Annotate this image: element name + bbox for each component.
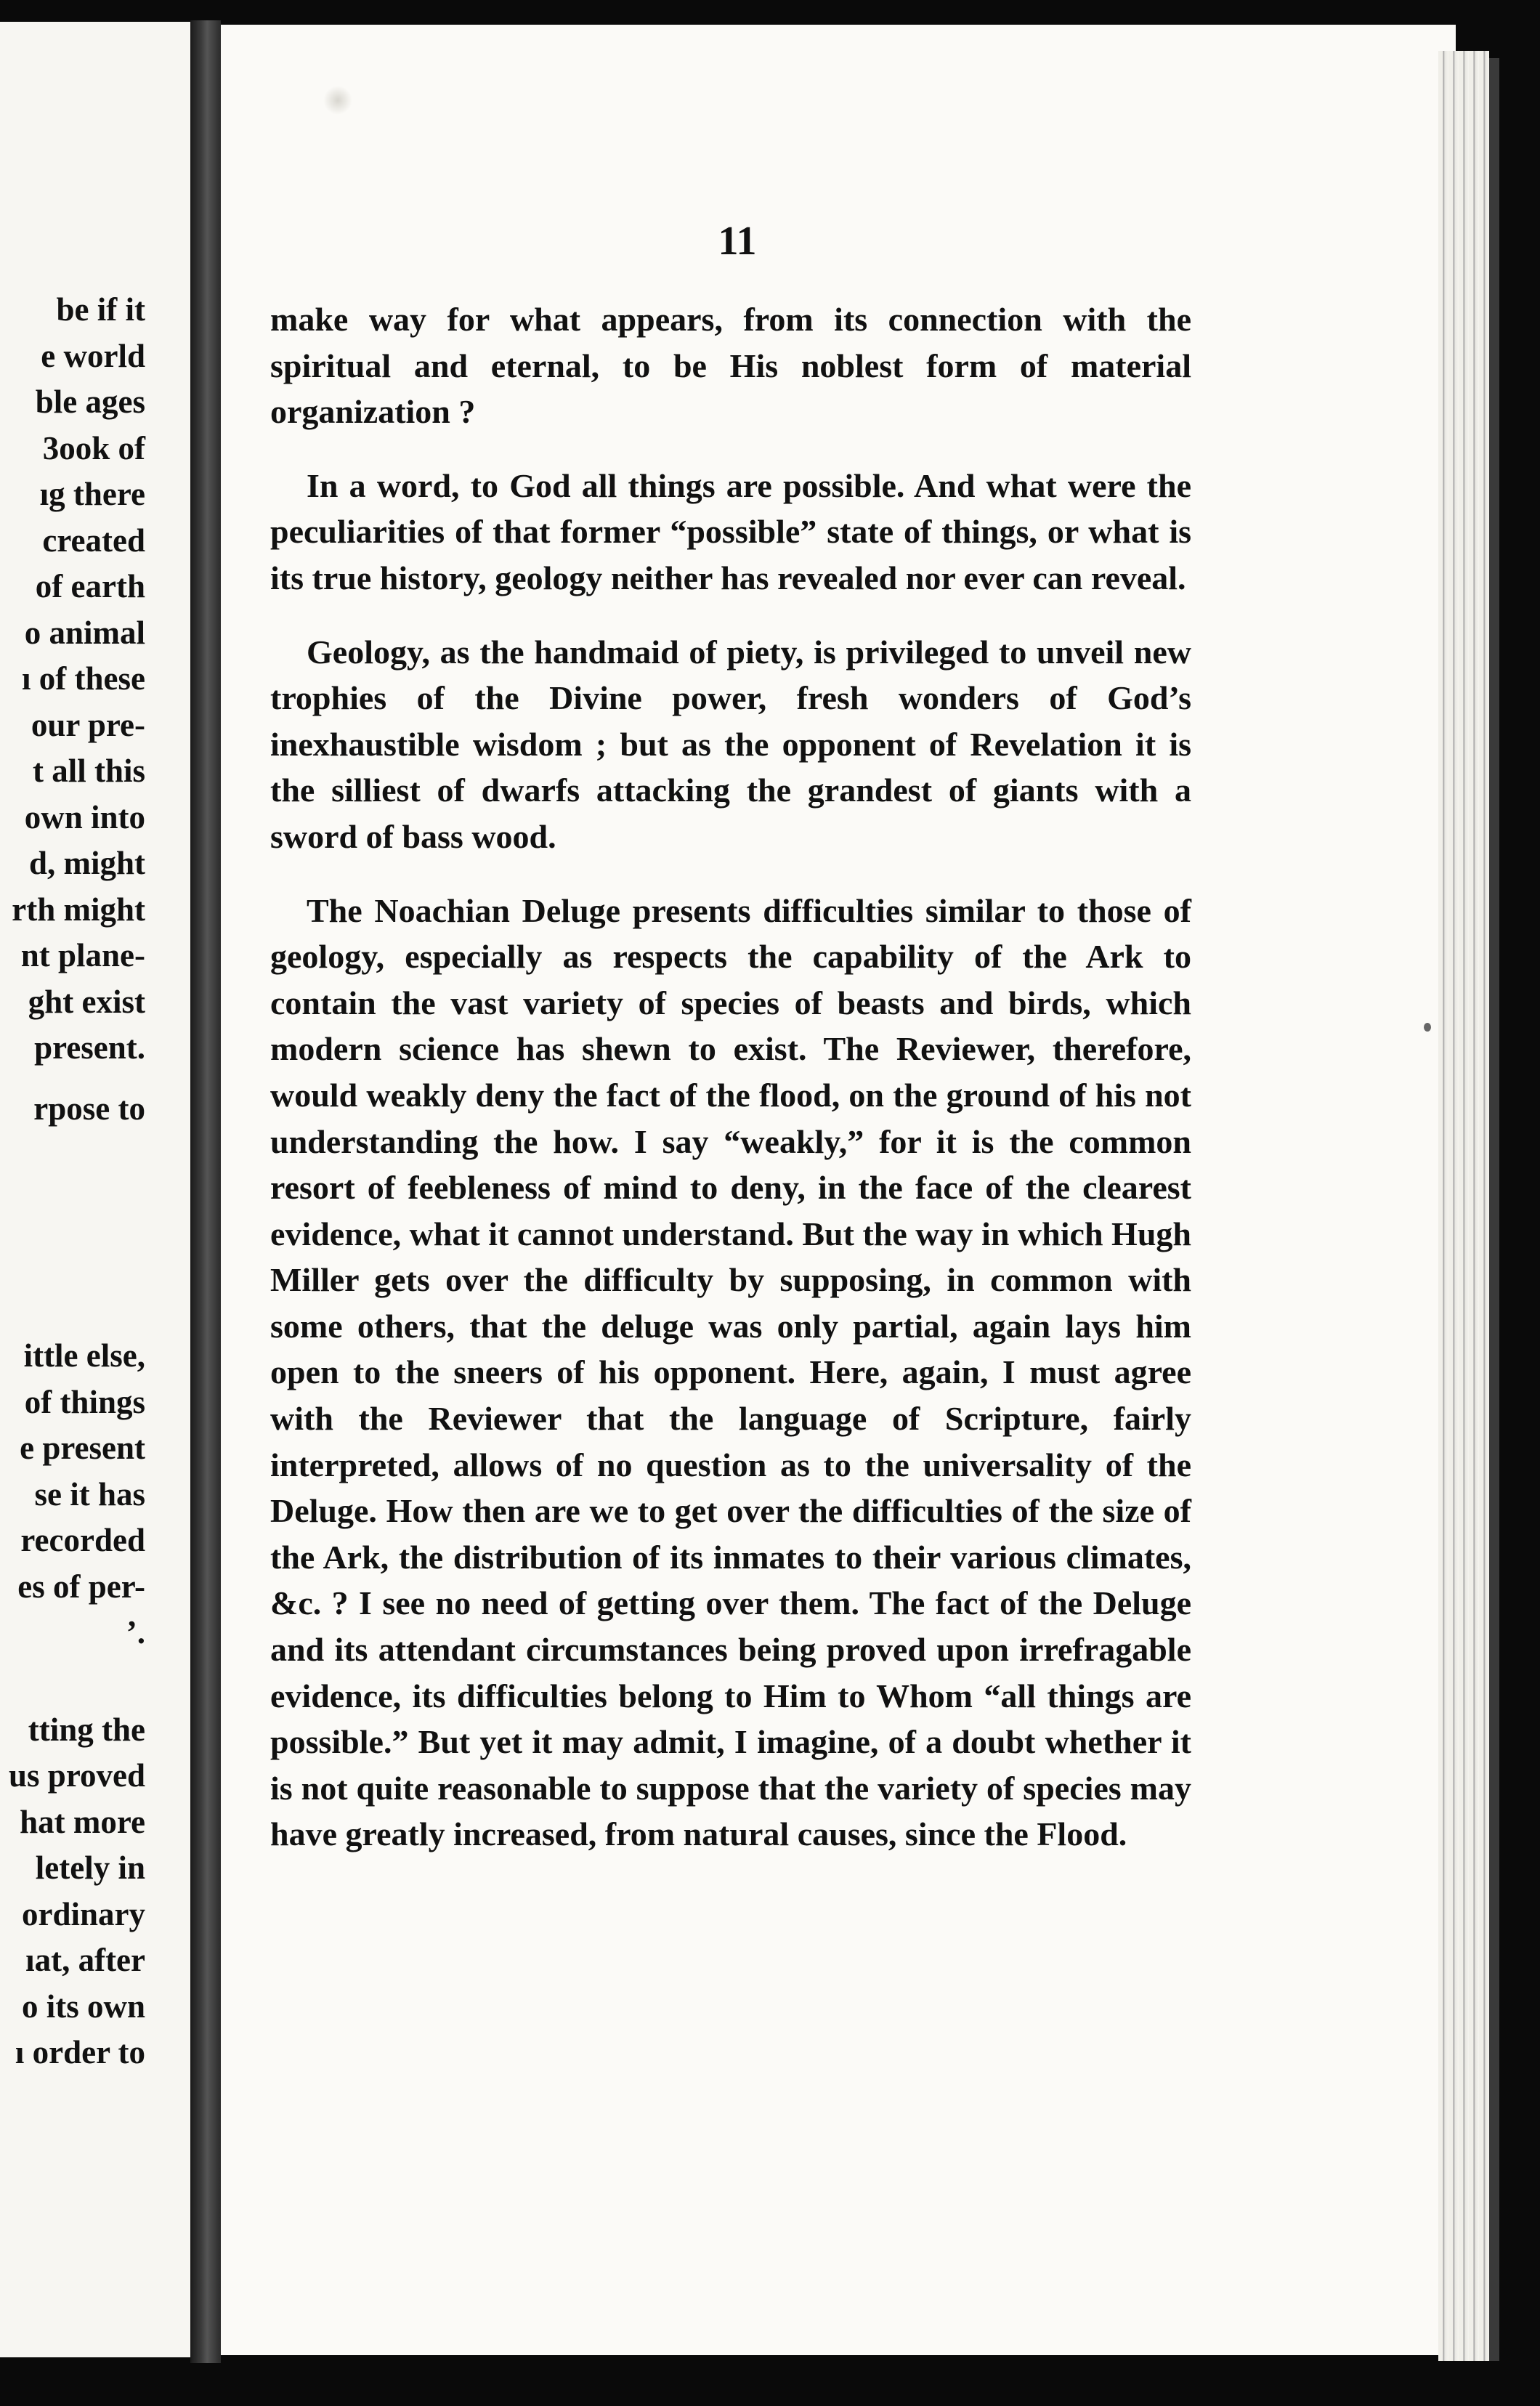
facing-line: ı of these <box>22 660 145 697</box>
ink-spot <box>1424 1023 1431 1032</box>
facing-line: rth might <box>12 891 145 928</box>
facing-line: of things <box>24 1383 145 1420</box>
facing-line: ı order to <box>15 2034 145 2070</box>
facing-line: t all this <box>32 753 145 789</box>
facing-line: tting the <box>28 1711 145 1748</box>
paragraph: Geology, as the handmaid of piety, is privileged to unveil new trophies of the Divine power, fresh wonders of God’s inexhaustible wisdom ; but as the opponent of Revelation it is the silliest of dwarfs attacking the grandest of giants with a sword of bass wood. <box>270 633 1191 855</box>
facing-page-text <box>0 287 145 2076</box>
facing-line: ’. <box>126 1614 145 1650</box>
paragraph: In a word, to God all things are possible. And what were the peculiarities of that former “possible” state of things, or what is its true history, geology neither has revealed nor ever can reveal. <box>270 466 1191 596</box>
paragraph: The Noachian Deluge presents difficulties similar to those of geology, especially as respects the capability of the Ark to contain the vast variety of species of beasts and birds, which modern science has shewn to exist. The Reviewer, therefore, would weakly deny the fact of the flood, on the ground of his not understanding the how. I say “weakly,” for it is the common resort of feebleness of mind to deny, in the face of the clearest evidence, what it cannot understand. But the way in which Hugh Miller gets over the difficulty by supposing, in common with some others, that the deluge was only partial, again lays him open to the sneers of his opponent. Here, again, I must agree with the Reviewer that the language of Scripture, fairly interpreted, allows of no question as to the universality of the Deluge. How then are we to get over the difficulties of the size of the Ark, the distribution of its inmates to their various climates, &c. ? I see no need of getting over them. The fact of the Deluge and its attendant circumstances being proved upon irrefragable evidence, its difficulties belong to Him to Whom “all things are possible.” But yet it may admit, I imagine, of a doubt whether it is not quite reasonable to suppose that the variety of species may have greatly increased, from natural causes, since the Flood. <box>270 891 1191 1853</box>
facing-line: ble ages <box>35 384 145 420</box>
facing-line: own into <box>24 798 145 835</box>
facing-line: ght exist <box>28 983 145 1020</box>
page-edge <box>1438 51 1489 2361</box>
facing-line: us proved <box>9 1757 145 1794</box>
facing-line: present. <box>34 1029 145 1066</box>
facing-line: be if it <box>56 291 145 328</box>
page-body <box>270 296 1191 1885</box>
facing-line: o its own <box>21 1988 145 2025</box>
facing-line: ıg there <box>39 476 145 512</box>
facing-line: ordinary <box>21 1895 145 1932</box>
facing-line: o animal <box>24 614 145 651</box>
facing-line: recorded <box>20 1522 145 1558</box>
page-edge-shadow <box>1489 58 1499 2361</box>
facing-line: e world <box>41 337 145 374</box>
facing-line: d, might <box>28 845 145 881</box>
facing-line: e present <box>20 1430 145 1466</box>
facing-line: 3ook of <box>42 429 145 466</box>
page-number: 11 <box>718 219 757 264</box>
facing-line: our pre- <box>31 706 145 743</box>
facing-line: ıat, after <box>25 1942 145 1978</box>
paragraph: make way for what appears, from its connection with the spiritual and eternal, to be His noblest form of material organization ? <box>270 301 1191 431</box>
facing-page <box>0 22 190 2357</box>
facing-line: created <box>42 522 145 559</box>
facing-line: of earth <box>35 568 145 604</box>
book-gutter <box>190 20 221 2363</box>
facing-line: se it has <box>34 1475 145 1512</box>
page-smudge <box>323 86 352 115</box>
facing-line: es of per- <box>17 1568 145 1605</box>
facing-line: ittle else, <box>23 1337 145 1374</box>
facing-line: letely in <box>35 1850 145 1886</box>
facing-line: hat more <box>20 1803 145 1840</box>
facing-line: rpose to <box>33 1090 145 1127</box>
facing-line: nt plane- <box>20 937 145 973</box>
